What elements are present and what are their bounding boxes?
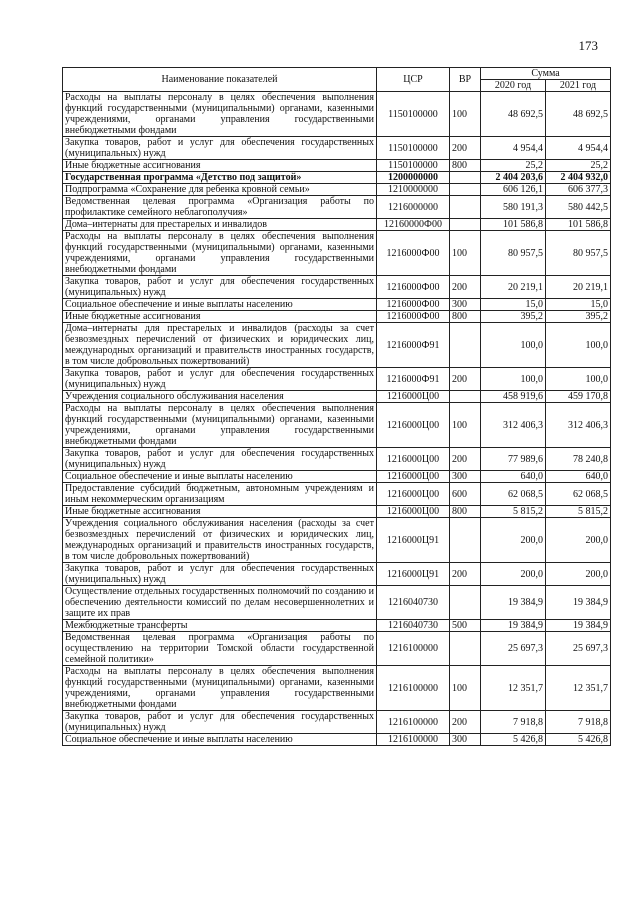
table-row (63, 311, 611, 323)
row-vr: 800 (450, 506, 481, 518)
row-name: Дома–интернаты для престарелых и инвалидов (63, 219, 377, 231)
row-name: Закупка товаров, работ и услуг для обеспечения государственных (муниципальных) нужд (63, 448, 377, 471)
row-vr (450, 196, 481, 219)
row-name: Иные бюджетные ассигнования (63, 160, 377, 172)
row-name: Государственная программа «Детство под защитой» (63, 172, 377, 184)
row-sum-2020: 100,0 (481, 323, 546, 368)
row-sum-2020: 25 697,3 (481, 632, 546, 666)
row-name: Закупка товаров, работ и услуг для обеспечения государственных (муниципальных) нужд (63, 711, 377, 734)
row-sum-2020: 101 586,8 (481, 219, 546, 231)
row-vr (450, 323, 481, 368)
row-sum-2021: 5 815,2 (546, 506, 611, 518)
table-row (63, 92, 611, 137)
table-row (63, 196, 611, 219)
row-csr: 1216000Ц00 (377, 448, 450, 471)
row-sum-2020: 20 219,1 (481, 276, 546, 299)
table-row (63, 391, 611, 403)
row-sum-2021: 100,0 (546, 368, 611, 391)
row-sum-2020: 640,0 (481, 471, 546, 483)
row-vr: 300 (450, 471, 481, 483)
row-csr: 1216000Ф91 (377, 323, 450, 368)
table-row (63, 506, 611, 518)
row-sum-2021: 2 404 932,0 (546, 172, 611, 184)
row-sum-2021: 25 697,3 (546, 632, 611, 666)
row-sum-2021: 48 692,5 (546, 92, 611, 137)
row-name: Ведомственная целевая программа «Организация работы по профилактике семейного неблагополучия» (63, 196, 377, 219)
row-sum-2020: 19 384,9 (481, 586, 546, 620)
row-sum-2020: 100,0 (481, 368, 546, 391)
row-name: Дома–интернаты для престарелых и инвалидов (расходы за счет безвозмездных перечислений от физических и юридических лиц, международных организаций и правительств иностранных государств, в том числе добровольных пожертвований) (63, 323, 377, 368)
row-sum-2021: 606 377,3 (546, 184, 611, 196)
row-vr (450, 391, 481, 403)
page-number: 173 (578, 38, 598, 53)
row-sum-2021: 78 240,8 (546, 448, 611, 471)
row-sum-2020: 458 919,6 (481, 391, 546, 403)
header-sum: Сумма (481, 68, 611, 80)
row-vr: 200 (450, 711, 481, 734)
row-vr (450, 172, 481, 184)
row-sum-2021: 101 586,8 (546, 219, 611, 231)
row-csr: 1216000Ц91 (377, 563, 450, 586)
row-vr: 200 (450, 448, 481, 471)
row-sum-2020: 62 068,5 (481, 483, 546, 506)
row-sum-2021: 12 351,7 (546, 666, 611, 711)
row-csr: 1150100000 (377, 137, 450, 160)
row-vr: 100 (450, 231, 481, 276)
budget-table (62, 67, 611, 746)
table-row (63, 483, 611, 506)
row-sum-2021: 200,0 (546, 518, 611, 563)
row-vr: 100 (450, 403, 481, 448)
table-row (63, 276, 611, 299)
row-vr: 100 (450, 92, 481, 137)
table-row (63, 323, 611, 368)
row-csr: 1200000000 (377, 172, 450, 184)
row-name: Закупка товаров, работ и услуг для обеспечения государственных (муниципальных) нужд (63, 563, 377, 586)
header-name: Наименование показателей (63, 68, 377, 92)
row-csr: 1216100000 (377, 734, 450, 746)
row-name: Расходы на выплаты персоналу в целях обеспечения выполнения функций государственными (муниципальными) органами, казенными учреждениями, органами управления государственными внебюджетными фондами (63, 666, 377, 711)
row-name: Закупка товаров, работ и услуг для обеспечения государственных (муниципальных) нужд (63, 368, 377, 391)
row-name: Подпрограмма «Сохранение для ребенка кровной семьи» (63, 184, 377, 196)
row-sum-2020: 200,0 (481, 563, 546, 586)
row-name: Социальное обеспечение и иные выплаты населению (63, 299, 377, 311)
row-vr (450, 586, 481, 620)
row-vr: 100 (450, 666, 481, 711)
row-csr: 1216100000 (377, 711, 450, 734)
row-vr: 200 (450, 368, 481, 391)
row-vr (450, 518, 481, 563)
header-vr: ВР (450, 68, 481, 92)
row-vr (450, 632, 481, 666)
row-sum-2020: 80 957,5 (481, 231, 546, 276)
row-name: Осуществление отдельных государственных полномочий по созданию и обеспечению деятельности комиссий по делам несовершеннолетних и защите их прав (63, 586, 377, 620)
table-row (63, 231, 611, 276)
row-name: Иные бюджетные ассигнования (63, 506, 377, 518)
row-csr: 1150100000 (377, 160, 450, 172)
header-year-2020: 2020 год (481, 80, 546, 92)
row-sum-2021: 200,0 (546, 563, 611, 586)
table-row (63, 299, 611, 311)
row-sum-2020: 5 426,8 (481, 734, 546, 746)
row-vr: 200 (450, 563, 481, 586)
table-row (63, 471, 611, 483)
table-row (63, 666, 611, 711)
table-row (63, 448, 611, 471)
row-csr: 1216000Ф00 (377, 311, 450, 323)
table-body (63, 92, 611, 746)
row-vr: 300 (450, 299, 481, 311)
row-vr: 200 (450, 276, 481, 299)
table-row (63, 632, 611, 666)
row-name: Расходы на выплаты персоналу в целях обеспечения выполнения функций государственными (муниципальными) органами, казенными учреждениями, органами управления государственными внебюджетными фондами (63, 92, 377, 137)
table-row (63, 172, 611, 184)
table-row (63, 368, 611, 391)
row-sum-2020: 7 918,8 (481, 711, 546, 734)
table-row (63, 563, 611, 586)
table-row (63, 137, 611, 160)
row-sum-2021: 312 406,3 (546, 403, 611, 448)
header-year-2021: 2021 год (546, 80, 611, 92)
row-sum-2020: 4 954,4 (481, 137, 546, 160)
row-csr: 12160000Ф00 (377, 219, 450, 231)
row-sum-2021: 459 170,8 (546, 391, 611, 403)
row-name: Предоставление субсидий бюджетным, автономным учреждениям и иным некоммерческим организациям (63, 483, 377, 506)
row-sum-2020: 48 692,5 (481, 92, 546, 137)
row-csr: 1216000Ф00 (377, 276, 450, 299)
row-sum-2021: 640,0 (546, 471, 611, 483)
row-sum-2020: 580 191,3 (481, 196, 546, 219)
row-sum-2020: 19 384,9 (481, 620, 546, 632)
row-csr: 1216000000 (377, 196, 450, 219)
row-csr: 1216000Ц00 (377, 403, 450, 448)
row-sum-2021: 7 918,8 (546, 711, 611, 734)
row-vr (450, 184, 481, 196)
row-csr: 1216000Ц00 (377, 471, 450, 483)
row-sum-2020: 12 351,7 (481, 666, 546, 711)
row-vr: 800 (450, 311, 481, 323)
row-sum-2021: 62 068,5 (546, 483, 611, 506)
row-name: Учреждения социального обслуживания населения (63, 391, 377, 403)
row-name: Расходы на выплаты персоналу в целях обеспечения выполнения функций государственными (муниципальными) органами, казенными учреждениями, органами управления государственными внебюджетными фондами (63, 231, 377, 276)
table-row (63, 518, 611, 563)
row-name: Учреждения социального обслуживания населения (расходы за счет безвозмездных перечислений от физических и юридических лиц, международных организаций и правительств иностранных государств, в том числе добровольных пожертвований) (63, 518, 377, 563)
row-sum-2021: 20 219,1 (546, 276, 611, 299)
row-csr: 1210000000 (377, 184, 450, 196)
row-csr: 1216000Ф00 (377, 231, 450, 276)
row-csr: 1216100000 (377, 666, 450, 711)
row-sum-2021: 5 426,8 (546, 734, 611, 746)
row-sum-2021: 580 442,5 (546, 196, 611, 219)
row-csr: 1150100000 (377, 92, 450, 137)
row-sum-2020: 25,2 (481, 160, 546, 172)
row-sum-2020: 77 989,6 (481, 448, 546, 471)
table-row (63, 219, 611, 231)
row-vr (450, 219, 481, 231)
row-sum-2021: 80 957,5 (546, 231, 611, 276)
row-sum-2021: 100,0 (546, 323, 611, 368)
row-vr: 300 (450, 734, 481, 746)
header-csr: ЦСР (377, 68, 450, 92)
row-vr: 600 (450, 483, 481, 506)
row-csr: 1216000Ц00 (377, 391, 450, 403)
row-csr: 1216000Ц91 (377, 518, 450, 563)
row-sum-2020: 2 404 203,6 (481, 172, 546, 184)
table-row (63, 711, 611, 734)
row-csr: 1216000Ф91 (377, 368, 450, 391)
row-sum-2021: 25,2 (546, 160, 611, 172)
row-sum-2020: 312 406,3 (481, 403, 546, 448)
table-row (63, 620, 611, 632)
row-sum-2021: 4 954,4 (546, 137, 611, 160)
row-name: Закупка товаров, работ и услуг для обеспечения государственных (муниципальных) нужд (63, 276, 377, 299)
row-name: Межбюджетные трансферты (63, 620, 377, 632)
row-sum-2020: 395,2 (481, 311, 546, 323)
row-sum-2021: 19 384,9 (546, 620, 611, 632)
table-row (63, 403, 611, 448)
row-name: Социальное обеспечение и иные выплаты населению (63, 734, 377, 746)
row-vr: 200 (450, 137, 481, 160)
row-sum-2020: 606 126,1 (481, 184, 546, 196)
table-row (63, 160, 611, 172)
table-row (63, 586, 611, 620)
row-name: Социальное обеспечение и иные выплаты населению (63, 471, 377, 483)
row-name: Иные бюджетные ассигнования (63, 311, 377, 323)
row-csr: 1216100000 (377, 632, 450, 666)
row-name: Закупка товаров, работ и услуг для обеспечения государственных (муниципальных) нужд (63, 137, 377, 160)
row-sum-2021: 395,2 (546, 311, 611, 323)
row-sum-2020: 5 815,2 (481, 506, 546, 518)
row-name: Ведомственная целевая программа «Организация работы по осуществлению на территории Томской области государственной семейной политики» (63, 632, 377, 666)
row-csr: 1216000Ц00 (377, 483, 450, 506)
row-vr: 800 (450, 160, 481, 172)
row-sum-2021: 19 384,9 (546, 586, 611, 620)
row-csr: 1216000Ф00 (377, 299, 450, 311)
row-name: Расходы на выплаты персоналу в целях обеспечения выполнения функций государственными (муниципальными) органами, казенными учреждениями, органами управления государственными внебюджетными фондами (63, 403, 377, 448)
row-sum-2020: 15,0 (481, 299, 546, 311)
row-sum-2020: 200,0 (481, 518, 546, 563)
row-csr: 1216040730 (377, 586, 450, 620)
row-vr: 500 (450, 620, 481, 632)
row-csr: 1216040730 (377, 620, 450, 632)
row-csr: 1216000Ц00 (377, 506, 450, 518)
table-row (63, 184, 611, 196)
table-row (63, 734, 611, 746)
row-sum-2021: 15,0 (546, 299, 611, 311)
